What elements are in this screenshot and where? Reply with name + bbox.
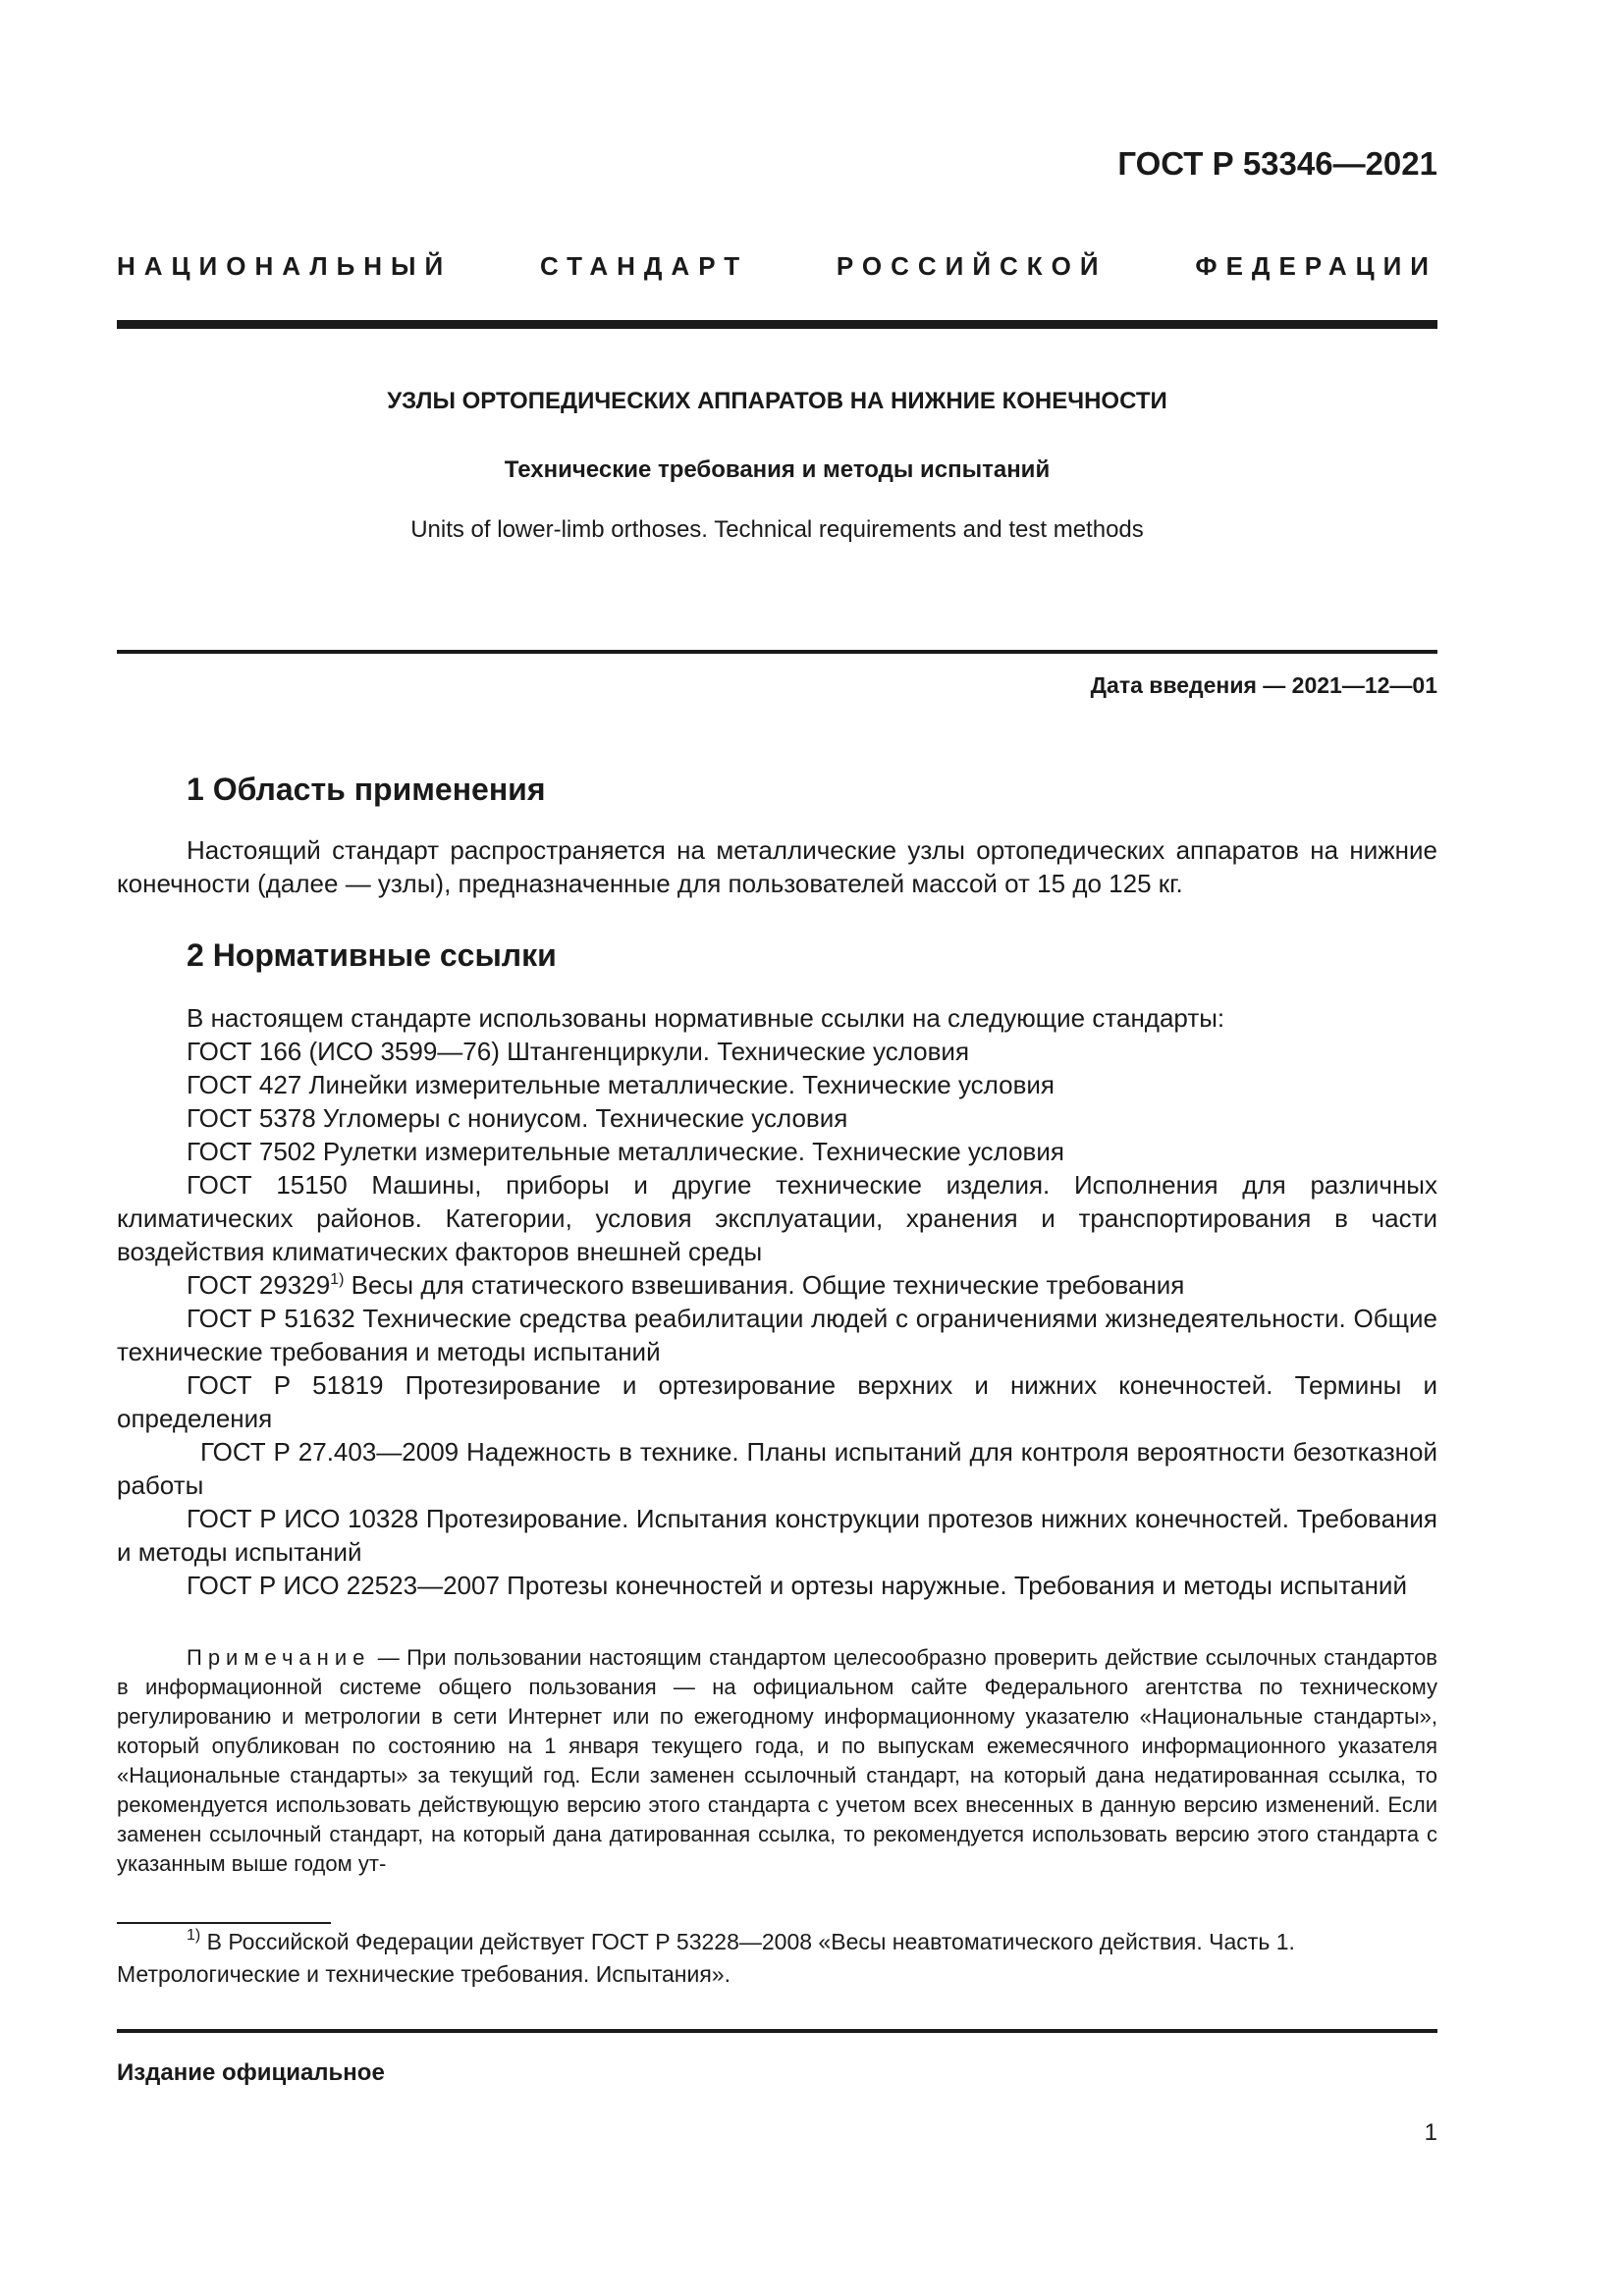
document-number: ГОСТ Р 53346—2021 (1117, 145, 1437, 182)
page-number: 1 (1424, 2119, 1437, 2146)
section-1-text: Настоящий стандарт распространяется на металлические узлы ортопедических аппаратов на нижние конечности (далее — узлы), предназначенные для пользователей массой от 15 до 125 кг. (117, 835, 1437, 898)
national-standard-banner: НАЦИОНАЛЬНЫЙ СТАНДАРТ РОССИЙСКОЙ ФЕДЕРАЦИИ (117, 251, 1437, 281)
section-1-heading: 1 Область применения (187, 772, 546, 807)
note-label: Примечание (187, 1645, 371, 1670)
reference-item: ГОСТ 166 (ИСО 3599—76) Штангенциркули. Технические условия (187, 1037, 970, 1066)
document-title-english: Units of lower-limb orthoses. Technical requirements and test methods (410, 516, 1144, 543)
references-note (117, 1643, 1437, 1879)
references-lead: В настоящем стандарте использованы нормативные ссылки на следующие стандарты: (187, 1003, 1225, 1033)
header-rule (117, 320, 1437, 329)
reference-item: ГОСТ Р 27.403—2009 Надежность в технике. Планы испытаний для контроля вероятности безотказной работы (117, 1437, 1437, 1500)
reference-item: ГОСТ 15150 Машины, приборы и другие технические изделия. Исполнения для различных климатических районов. Категории, условия эксплуатации, хранения и транспортирования в части воздействия климатических факторов внешней среды (117, 1170, 1437, 1266)
official-edition-label: Издание официальное (117, 2059, 385, 2086)
footer-rule (117, 2029, 1437, 2033)
reference-item: ГОСТ Р 51632 Технические средства реабилитации людей с ограничениями жизнедеятельности. Общие технические требования и методы испытаний (117, 1304, 1437, 1366)
references-list (117, 1001, 1437, 1602)
reference-item: ГОСТ 7502 Рулетки измерительные металлические. Технические условия (187, 1137, 1064, 1166)
footnote-mark: 1) (187, 1927, 201, 1944)
reference-item: ГОСТ Р 51819 Протезирование и ортезирование верхних и нижних конечностей. Термины и определения (117, 1370, 1437, 1433)
reference-item: ГОСТ Р ИСО 22523—2007 Протезы конечностей и ортезы наружные. Требования и методы испытаний (187, 1571, 1407, 1600)
footnote-text: В Российской Федерации действует ГОСТ Р 53228—2008 «Весы неавтоматического действия. Часть 1. Метрологические и технические требования. Испытания». (117, 1929, 1295, 1987)
reference-code: ГОСТ 29329 (187, 1270, 331, 1300)
document-title: УЗЛЫ ОРТОПЕДИЧЕСКИХ АППАРАТОВ НА НИЖНИЕ КОНЕЧНОСТИ (387, 388, 1167, 414)
reference-item (117, 1268, 1437, 1302)
reference-item: ГОСТ Р ИСО 10328 Протезирование. Испытания конструкции протезов нижних конечностей. Требования и методы испытаний (117, 1504, 1437, 1567)
document-subtitle: Технические требования и методы испытаний (504, 456, 1051, 483)
section-1-body (117, 833, 1437, 900)
introduction-date: Дата введения — 2021—12—01 (1090, 672, 1437, 698)
title-rule (117, 650, 1437, 654)
reference-title: Весы для статического взвешивания. Общие технические требования (344, 1270, 1185, 1300)
reference-item: ГОСТ 427 Линейки измерительные металлические. Технические условия (187, 1070, 1055, 1099)
footnote-mark: 1) (330, 1271, 345, 1288)
section-2-heading: 2 Нормативные ссылки (187, 937, 557, 973)
footnote-rule (117, 1922, 331, 1924)
reference-item: ГОСТ 5378 Угломеры с нониусом. Технические условия (187, 1103, 848, 1133)
footnote (117, 1926, 1437, 1991)
note-text: — При пользовании настоящим стандартом целесообразно проверить действие ссылочных стандартов в информационной системе общего пользования — на официальном сайте Федерального агентства по техническому регулированию и метрологии в сети Интернет или по ежегодному информационному указателю «Национальные стандарты», который опубликован по состоянию на 1 января текущего года, и по выпускам ежемесячного информационного указателя «Национальные стандарты» за текущий год. Если заменен ссылочный стандарт, на который дана недатированная ссылка, то рекомендуется использовать действующую версию этого стандарта с учетом всех внесенных в данную версию изменений. Если заменен ссылочный стандарт, на который дана датированная ссылка, то рекомендуется использовать версию этого стандарта с указанным выше годом ут- (117, 1645, 1437, 1876)
